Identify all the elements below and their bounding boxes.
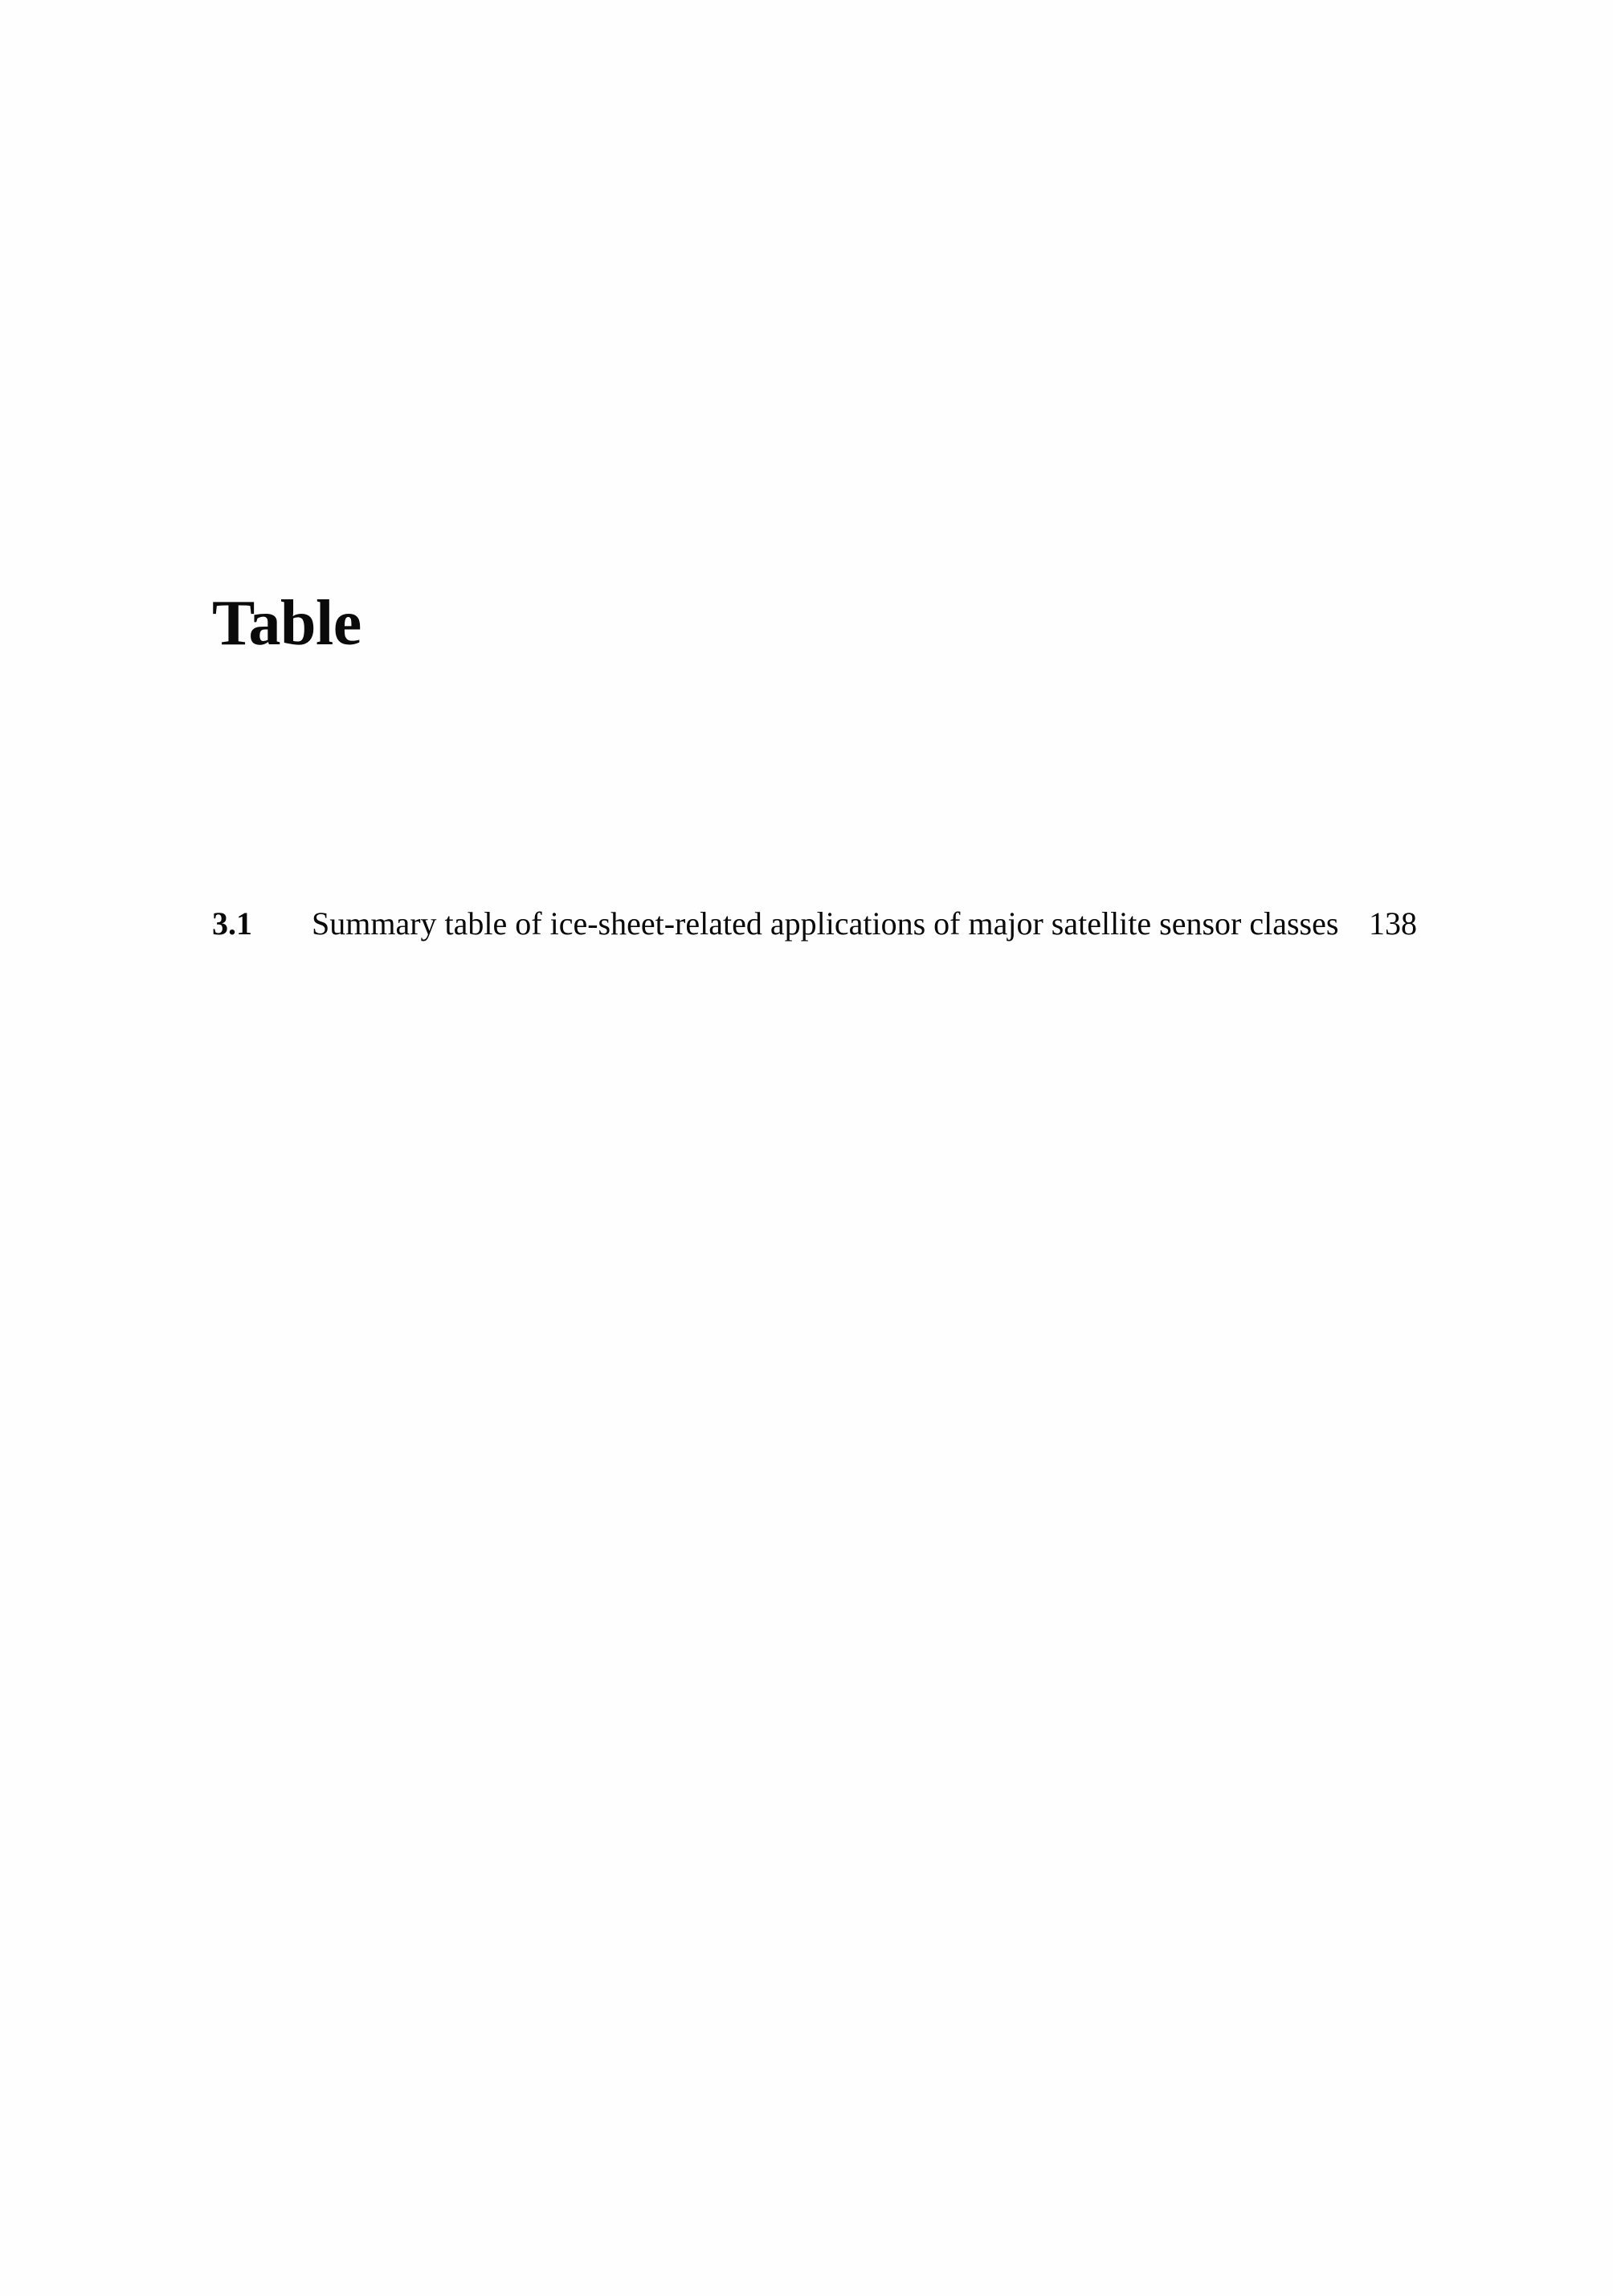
page-title: Table — [212, 588, 361, 659]
table-number: 3.1 — [212, 905, 252, 942]
list-item[interactable] — [212, 903, 1417, 945]
page-number: 138 — [1369, 905, 1417, 942]
table-title: Summary table of ice-sheet-related applications of major satellite sensor classes — [312, 905, 1339, 942]
table-list — [212, 903, 1417, 945]
